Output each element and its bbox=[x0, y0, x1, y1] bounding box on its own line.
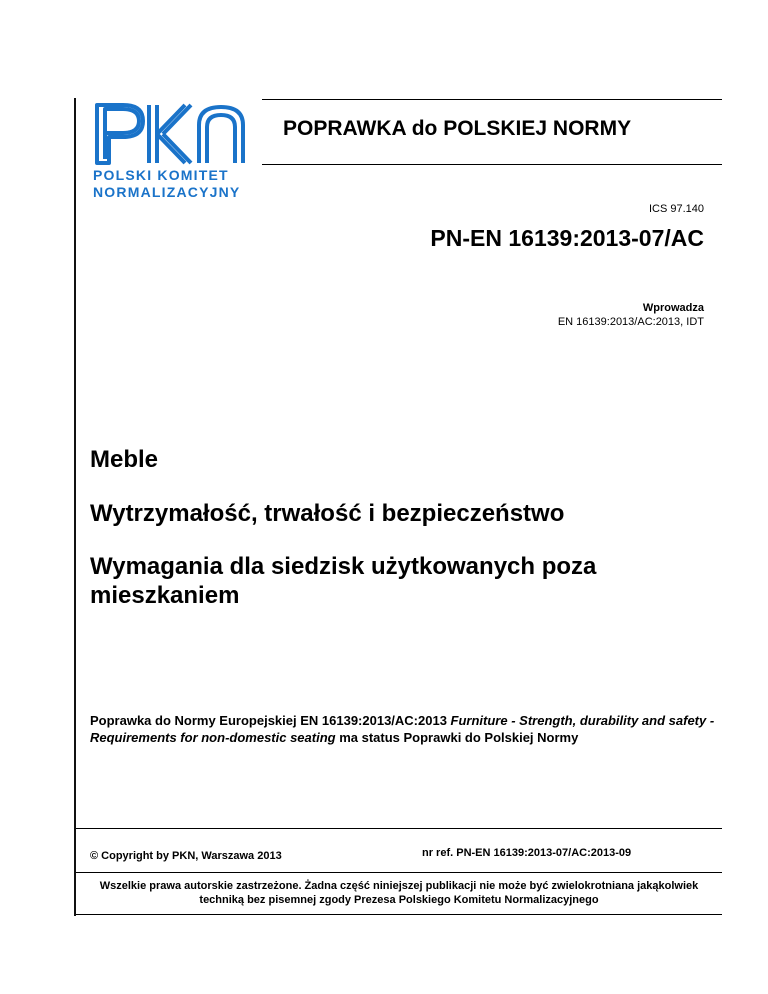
reference-number: nr ref. PN-EN 16139:2013-07/AC:2013-09 bbox=[422, 847, 632, 859]
footer-top-rule bbox=[76, 828, 722, 829]
title-sub1: Wytrzymałość, trwałość i bezpieczeństwo bbox=[90, 500, 565, 527]
description-english-title: Furniture - Strength, durability and safety - Requirements for non-domestic seating bbox=[90, 713, 715, 745]
standard-number: PN-EN 16139:2013-07/AC bbox=[430, 225, 704, 251]
description-part1: Poprawka do Normy Europejskiej EN 16139:2013/AC:2013 bbox=[90, 713, 451, 728]
title-sub2: Wymagania dla siedzisk użytkowanych poza mieszkaniem bbox=[90, 553, 597, 609]
introduces-label: Wprowadza bbox=[642, 302, 704, 314]
pkn-logo-icon bbox=[93, 101, 259, 167]
footer-bottom-rule bbox=[76, 914, 722, 915]
header-bottom-rule bbox=[262, 164, 722, 165]
footer-mid-rule bbox=[76, 872, 722, 873]
document-type-title: POPRAWKA do POLSKIEJ NORMY bbox=[283, 117, 632, 140]
logo-line1: POLSKI KOMITET bbox=[93, 167, 229, 183]
description-part3: ma status Poprawki do Polskiej Normy bbox=[335, 730, 579, 745]
ics-code: ICS 97.140 bbox=[648, 203, 704, 215]
left-margin-rule bbox=[74, 98, 76, 916]
header-top-rule bbox=[262, 99, 722, 100]
logo-line2: NORMALIZACYJNY bbox=[93, 184, 241, 200]
title-main: Meble bbox=[90, 446, 159, 473]
rights-notice: Wszelkie prawa autorskie zastrzeżone. Żadna część niniejszej publikacji nie może być zwielokrotniana jakąkolwiek techniką bez pisemnej zgody Prezesa Polskiego Komitetu Normalizacyjnego bbox=[99, 880, 699, 906]
status-description bbox=[90, 712, 715, 746]
introduces-value: EN 16139:2013/AC:2013, IDT bbox=[557, 316, 704, 328]
copyright-notice: © Copyright by PKN, Warszawa 2013 bbox=[90, 850, 282, 862]
